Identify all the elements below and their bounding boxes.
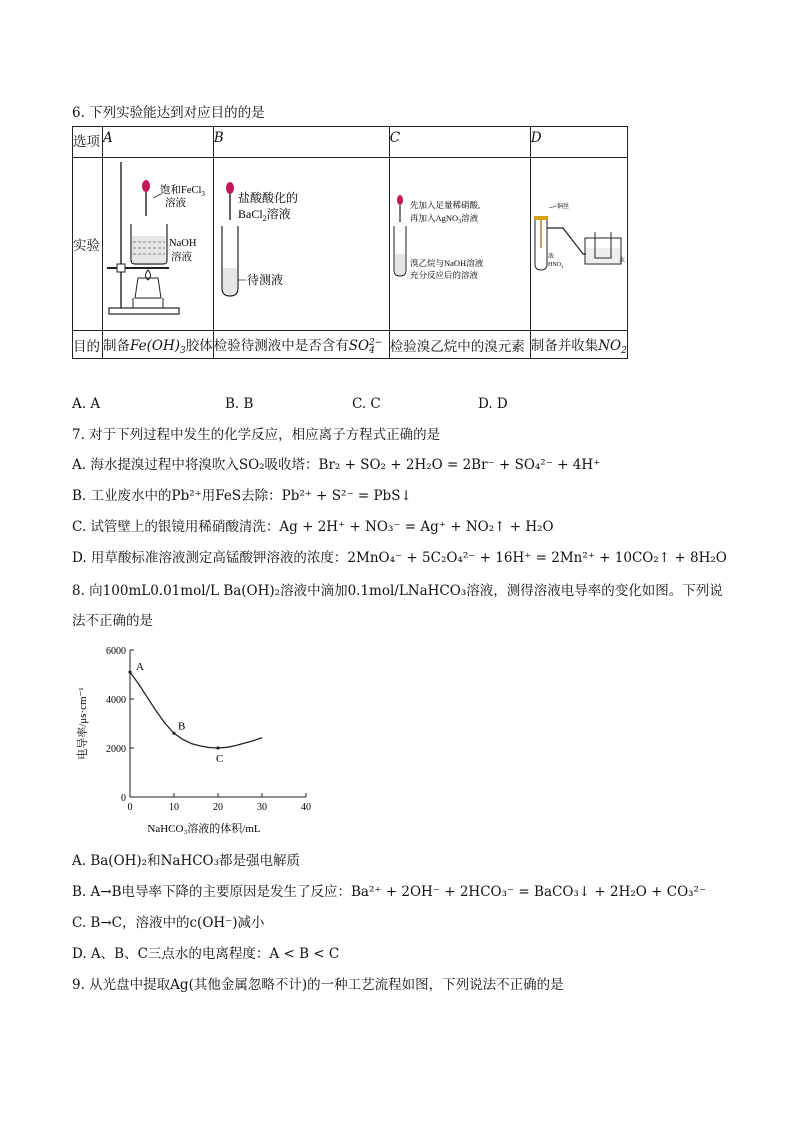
y-tick-label: 4000 bbox=[106, 695, 126, 706]
q7-title: 7. 对于下列过程中发生的化学反应，相应离子方程式正确的是 bbox=[72, 427, 441, 443]
q6-option-d[interactable]: D. D bbox=[478, 396, 508, 412]
goal-c: 检验溴乙烷中的溴元素 bbox=[389, 331, 530, 359]
label-fecl3-solution: 溶液 bbox=[165, 198, 186, 209]
q8-title: 8. 向100mL0.01mol/L Ba(OH)₂溶液中滴加0.1mol/LNaHCO₃溶液，测得溶液电导率的变化如图。下列说 bbox=[72, 583, 723, 599]
fecl3-boiling-apparatus-image bbox=[103, 158, 211, 326]
label-copper-wire: 铜丝 bbox=[556, 204, 569, 210]
label-bromoethane-naoh: 溴乙烷与NaOH溶液 bbox=[409, 258, 483, 268]
apparatus-d bbox=[530, 158, 627, 331]
label-naoh: NaOH bbox=[169, 238, 197, 249]
label-test-solution: 待测液 bbox=[246, 273, 283, 287]
row-label-experiment: 实验 bbox=[73, 158, 103, 331]
series-line-0 bbox=[130, 672, 262, 748]
q7-option-c[interactable]: C. 试管壁上的银镜用稀硝酸清洗：Ag + 2H⁺ + NO₃⁻ = Ag⁺ + NO₂↑ + H₂O bbox=[72, 519, 554, 535]
header-b: B bbox=[213, 127, 389, 158]
label-fecl3: 饱和FeCl$_3$ bbox=[160, 185, 205, 198]
row-label-goal: 目的 bbox=[73, 331, 103, 359]
point-a bbox=[128, 670, 131, 673]
q7-option-b[interactable]: B. 工业废水中的Pb²⁺用FeS去除：Pb²⁺ + S²⁻ = PbS↓ bbox=[72, 488, 412, 504]
y-tick-label: 2000 bbox=[106, 744, 126, 755]
apparatus-a bbox=[103, 158, 214, 331]
label-bacl2: BaCl$_2$溶液 bbox=[237, 207, 291, 223]
q8-option-d[interactable]: D. A、B、C三点水的电离程度：A < B < C bbox=[72, 946, 340, 962]
x-tick-label: 30 bbox=[257, 802, 267, 813]
goal-d: 制备并收集$NO_2$ bbox=[530, 331, 627, 359]
q8-option-c[interactable]: C. B→C，溶液中的c(OH⁻)减小 bbox=[72, 915, 265, 931]
y-tick-label: 0 bbox=[121, 793, 126, 804]
experiment-table bbox=[72, 126, 628, 359]
x-tick-label: 40 bbox=[301, 802, 311, 813]
label-hcl-acidified: 盐酸酸化的 bbox=[237, 191, 298, 205]
q8-title-continued: 法不正确的是 bbox=[72, 613, 153, 629]
q7-option-d[interactable]: D. 用草酸标准溶液测定高锰酸钾溶液的浓度：2MnO₄⁻ + 5C₂O₄²⁻ + 16H⁺ = 2Mn²⁺ + 10CO₂↑ + 8H₂O bbox=[72, 550, 727, 566]
goal-b: 检验待测液中是否含有SO 2− 4 bbox=[213, 331, 389, 359]
point-label-a: A bbox=[136, 661, 144, 674]
header-c: C bbox=[389, 127, 530, 158]
q8-option-b[interactable]: B. A→B电导率下降的主要原因是发生了反应：Ba²⁺ + 2OH⁻ + 2HCO₃⁻ = BaCO₃↓ + 2H₂O + CO₃²⁻ bbox=[72, 884, 707, 900]
q7-option-a[interactable]: A. 海水提溴过程中将溴吹入SO₂吸收塔：Br₂ + SO₂ + 2H₂O = 2Br⁻ + SO₄²⁻ + 4H⁺ bbox=[72, 457, 601, 473]
x-tick-label: 20 bbox=[213, 802, 223, 813]
header-option: 选项 bbox=[73, 127, 103, 158]
label-concentrated: 浓 bbox=[547, 254, 554, 260]
point-c bbox=[216, 746, 219, 749]
goal-a: 制备$Fe(OH)_3$胶体 bbox=[103, 331, 214, 359]
y-tick-label: 6000 bbox=[106, 646, 126, 657]
q9-title: 9. 从光盘中提取Ag(其他金属忽略不计)的一种工艺流程如图，下列说法不正确的是 bbox=[72, 977, 564, 993]
apparatus-b bbox=[213, 158, 389, 331]
bacl2-test-tube-image bbox=[214, 158, 389, 326]
point-b bbox=[172, 732, 175, 735]
header-a: A bbox=[103, 127, 214, 158]
label-naoh-solution: 溶液 bbox=[171, 252, 192, 263]
apparatus-c bbox=[389, 158, 530, 331]
point-label-c: C bbox=[216, 753, 224, 765]
label-add-nitric: 先加入足量稀硝酸, bbox=[409, 200, 480, 210]
label-add-agno3: 再加入AgNO$_3$溶液 bbox=[409, 213, 478, 225]
q6-option-a[interactable]: A. A bbox=[72, 396, 101, 412]
label-water: 水 bbox=[618, 258, 625, 264]
x-tick-label: 0 bbox=[127, 802, 133, 813]
q6-option-c[interactable]: C. C bbox=[352, 396, 381, 412]
header-d: D bbox=[530, 127, 627, 158]
no2-collection-image bbox=[531, 158, 627, 326]
x-tick-label: 10 bbox=[169, 802, 179, 813]
conductivity-chart bbox=[72, 640, 332, 840]
label-reacted-solution: 充分反应后的溶液 bbox=[409, 270, 478, 280]
x-axis-label: NaHCO₃溶液的体积/mL bbox=[147, 823, 261, 835]
y-axis-label: 电导率/μs·cm⁻¹ bbox=[77, 687, 89, 760]
bromoethane-test-image bbox=[390, 158, 530, 326]
label-hno3: $HNO_3$ bbox=[547, 262, 563, 269]
point-label-b: B bbox=[178, 720, 186, 733]
q6-option-b[interactable]: B. B bbox=[225, 396, 254, 412]
q8-option-a[interactable]: A. Ba(OH)₂和NaHCO₃都是强电解质 bbox=[72, 853, 301, 869]
q6-title: 6. 下列实验能达到对应目的的是 bbox=[72, 105, 265, 121]
